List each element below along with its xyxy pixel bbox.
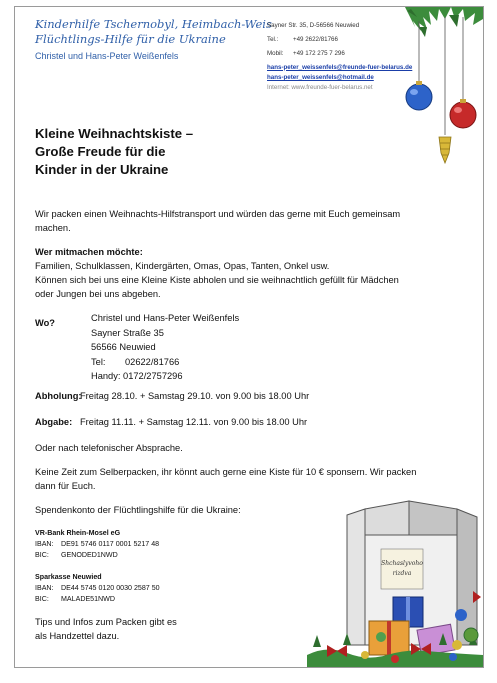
bic-value: MALADE51NWD [61,595,116,603]
sponsor-line1: Keine Zeit zum Selberpacken, ihr könnt auch gerne eine Kiste für 10 € sponsern. Wir packen [35,467,417,477]
participants-line1: Familien, Schulklassen, Kindergärten, Omas, Opas, Tanten, Onkel usw. [35,261,330,271]
bic-value: GENODED1NWD [61,551,118,559]
where-label: Wo? [35,318,55,328]
where-street: Sayner Straße 35 [91,327,164,338]
tel-value: +49 2622/81766 [293,36,338,44]
email-link-2[interactable]: hans-peter_weissenfels@hotmail.de [267,73,374,81]
participants-section [35,245,399,301]
dropoff-row [35,417,307,427]
participants-line3: oder Jungen bei uns abgeben. [35,289,161,299]
title-line1: Kleine Weihnachtskiste – [35,126,194,141]
bank-name: Sparkasse Neuwied [35,573,102,581]
where-city: 56566 Neuwied [91,342,156,353]
bank-bic [35,550,159,561]
where-name: Christel und Hans-Peter Weißenfels [91,313,240,323]
bank-bic [35,594,160,605]
org-contact-person: Christel und Hans-Peter Weißenfels [35,51,179,61]
sponsor-line2: dann für Euch. [35,481,96,491]
sponsor-paragraph [35,465,416,493]
tips-paragraph [35,615,177,643]
intro-paragraph [35,207,400,235]
participants-line2: Können sich bei uns eine Kleine Kiste abholen und sie weihnachtlich gefüllt für Mädchen [35,275,399,285]
iban-label: IBAN: [35,584,54,592]
where-address [91,311,239,384]
phone-note: Oder nach telefonischer Absprache. [35,443,183,453]
pickup-label: Abholung: [35,391,82,401]
pickup-row [35,391,309,401]
box-label-line1: Shchaslyvoho [381,560,423,567]
tel-label: Tel.: [267,36,279,44]
tips-line2: als Handzettel dazu. [35,631,120,641]
where-tel [91,355,239,370]
bank-sparkasse [35,572,160,605]
website-text: Internet: www.freunde-fuer-belarus.net [267,84,373,92]
bank-name: VR-Bank Rhein-Mosel eG [35,529,121,537]
dropoff-value: Freitag 11.11. + Samstag 12.11. von 9.00 bis 18.00 Uhr [80,417,308,427]
email-link-1[interactable]: hans-peter_weissenfels@freunde-fuer-belarus.de [267,63,413,71]
iban-value: DE44 5745 0120 0030 2587 50 [61,584,160,592]
mobil-value: +49 172 275 7 296 [293,50,345,58]
title-line2: Große Freude für die [35,144,166,159]
contact-block [267,21,412,93]
page-title [35,125,193,179]
intro-line2: machen. [35,223,71,233]
bank-iban [35,583,160,594]
org-header [35,17,272,63]
christmas-branch-ornaments [405,7,483,167]
contact-address: Sayner Str. 35, D-56566 Neuwied [267,22,360,29]
flyer-page [14,6,484,668]
where-handy: Handy: 0172/2757296 [91,371,183,382]
gift-box-illustration [307,495,483,667]
donation-heading: Spendenkonto der Flüchtlingshilfe für die Ukraine: [35,505,241,515]
iban-value: DE91 5746 0117 0001 5217 48 [61,540,160,548]
participants-heading: Wer mitmachen möchte: [35,247,143,257]
box-label-line2: rizdva [392,570,412,577]
where-tel-value: 02622/81766 [125,356,180,367]
tips-line1: Tips und Infos zum Packen gibt es [35,617,177,627]
mobil-label: Mobil: [267,50,284,58]
iban-label: IBAN: [35,540,54,548]
bank-iban [35,539,159,550]
org-name-line1: Kinderhilfe Tschernobyl, Heimbach-Weis [35,17,272,31]
dropoff-label: Abgabe: [35,417,73,427]
bic-label: BIC: [35,551,49,559]
contact-tel [267,35,412,45]
bank-vr [35,528,159,561]
title-line3: Kinder in der Ukraine [35,162,169,177]
intro-line1: Wir packen einen Weihnachts-Hilfstransport und würden das gerne mit Euch gemeinsam [35,209,401,219]
org-name-line2: Flüchtlings-Hilfe für die Ukraine [35,32,226,46]
pickup-value: Freitag 28.10. + Samstag 29.10. von 9.00 bis 18.00 Uhr [80,391,310,401]
contact-mobil [267,49,412,59]
bic-label: BIC: [35,595,49,603]
where-tel-label: Tel: [91,356,106,367]
